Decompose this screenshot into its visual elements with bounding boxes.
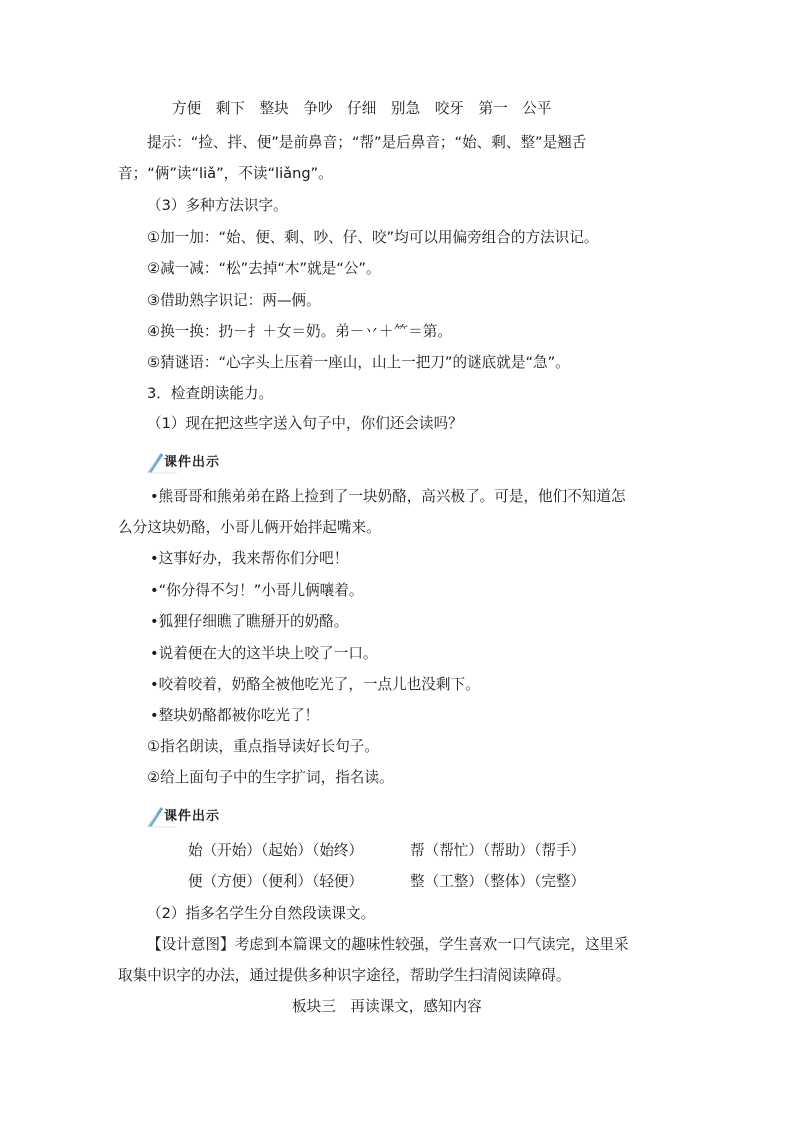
sentence-item: •整块奶酪都被你吃光了！ (150, 707, 320, 724)
section-heading: 3．检查朗读能力。 (147, 385, 274, 402)
method-item: ④换一换：扔－扌＋女＝奶。弟－丷＋⺮＝第。 (147, 323, 452, 340)
sub-heading: （1）现在把这些字送入句子中，你们还会读吗？ (147, 415, 463, 432)
sentence-line: 么分这块奶酪，小哥儿俩开始拌起嘴来。 (118, 519, 381, 536)
step-item: ①指名朗读，重点指导读好长句子。 (147, 738, 379, 755)
sentence-item: •说着便在大的这半块上咬了一口。 (150, 645, 378, 662)
method-item: ②减一减：“松”去掉“木”就是“公”。 (147, 260, 381, 277)
design-intent-line: 取集中识字的办法，通过提供多种识字途径，帮助学生扫清阅读障碍。 (118, 967, 571, 984)
sentence-item: •这事好办，我来帮你们分吧！ (150, 550, 349, 567)
word-group: 整（工整）（整体）（完整） (410, 873, 586, 890)
courseware-banner (147, 806, 267, 828)
block-title: 板块三 再读课文，感知内容 (292, 998, 482, 1015)
sentence-item: •咬着咬着，奶酪全被他吃光了，一点儿也没剩下。 (150, 676, 480, 693)
word-group: 始（开始）（起始）（始终） (188, 842, 364, 859)
sub-heading: （2）指多名学生分自然段读课文。 (147, 905, 376, 922)
method-item: ⑤猜谜语：“心字头上压着一座山，山上一把刀”的谜底就是“急”。 (147, 354, 570, 371)
vocab-line: 方便 剩下 整块 争吵 仔细 别急 咬牙 第一 公平 (172, 100, 552, 117)
banner-label: 课件出示 (164, 455, 221, 470)
sentence-line: •熊哥哥和熊弟弟在路上捡到了一块奶酪，高兴极了。可是，他们不知道怎 (150, 488, 626, 505)
method-item: ③借助熟字识记：两—俩。 (147, 292, 321, 309)
sentence-item: •狐狸仔细瞧了瞧掰开的奶酪。 (150, 613, 349, 630)
banner-label: 课件出示 (164, 809, 221, 824)
courseware-banner (147, 452, 267, 474)
method-title: （3）多种方法识字。 (147, 197, 288, 214)
design-intent-line: 【设计意图】考虑到本篇课文的趣味性较强，学生喜欢一口气读完，这里采 (147, 936, 629, 953)
hint-line-2: 音；“俩”读“liǎ”，不读“liǎng”。 (118, 165, 333, 182)
step-item: ②给上面句子中的生字扩词，指名读。 (147, 769, 394, 786)
sentence-item: •“你分得不匀！”小哥儿俩嚷着。 (150, 582, 364, 599)
hint-line-1: 提示：“捡、拌、便”是前鼻音；“帮”是后鼻音；“始、剩、整”是翘舌 (147, 134, 587, 151)
word-group: 帮（帮忙）（帮助）（帮手） (410, 842, 586, 859)
word-group: 便（方便）（便利）（轻便） (188, 873, 364, 890)
method-item: ①加一加：“始、便、剩、吵、仔、咬”均可以用偏旁组合的方法识记。 (147, 229, 599, 246)
